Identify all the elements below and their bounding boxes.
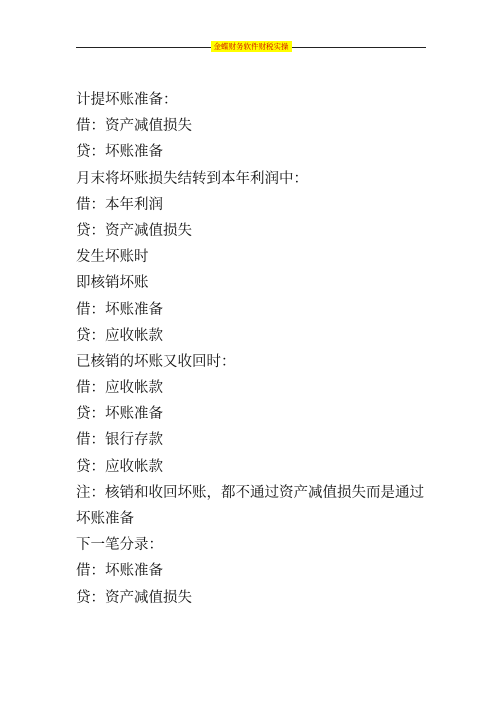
text-line: 贷：资产减值损失: [76, 589, 192, 606]
text-line: 贷：应收帐款: [76, 458, 163, 475]
note-paragraph: 注：核销和收回坏账，都不通过资产减值损失而是通过坏账准备: [76, 484, 424, 528]
header-tag: 金蝶财务软件财税实操: [211, 41, 292, 52]
text-line: 借：银行存款: [76, 432, 163, 449]
text-line: 借：本年利润: [76, 196, 163, 213]
text-line: 贷：资产减值损失: [76, 222, 192, 239]
text-line: 贷：应收帐款: [76, 327, 163, 344]
text-line: 月末将坏账损失结转到本年利润中：: [76, 170, 308, 187]
text-line: 借：应收帐款: [76, 380, 163, 397]
text-line: 贷：坏账准备: [76, 144, 163, 161]
text-line: 已核销的坏账又收回时：: [76, 353, 236, 370]
text-line: 贷：坏账准备: [76, 406, 163, 423]
text-line: 即核销坏账: [76, 275, 149, 292]
document-body: [76, 87, 436, 611]
text-line: 借：资产减值损失: [76, 118, 192, 135]
text-line: 发生坏账时: [76, 249, 149, 266]
text-line: 借：坏账准备: [76, 563, 163, 580]
text-line: 计提坏账准备：: [76, 92, 178, 108]
page-header: [76, 33, 426, 51]
text-line: 下一笔分录：: [76, 537, 163, 554]
text-line: 借：坏账准备: [76, 301, 163, 318]
